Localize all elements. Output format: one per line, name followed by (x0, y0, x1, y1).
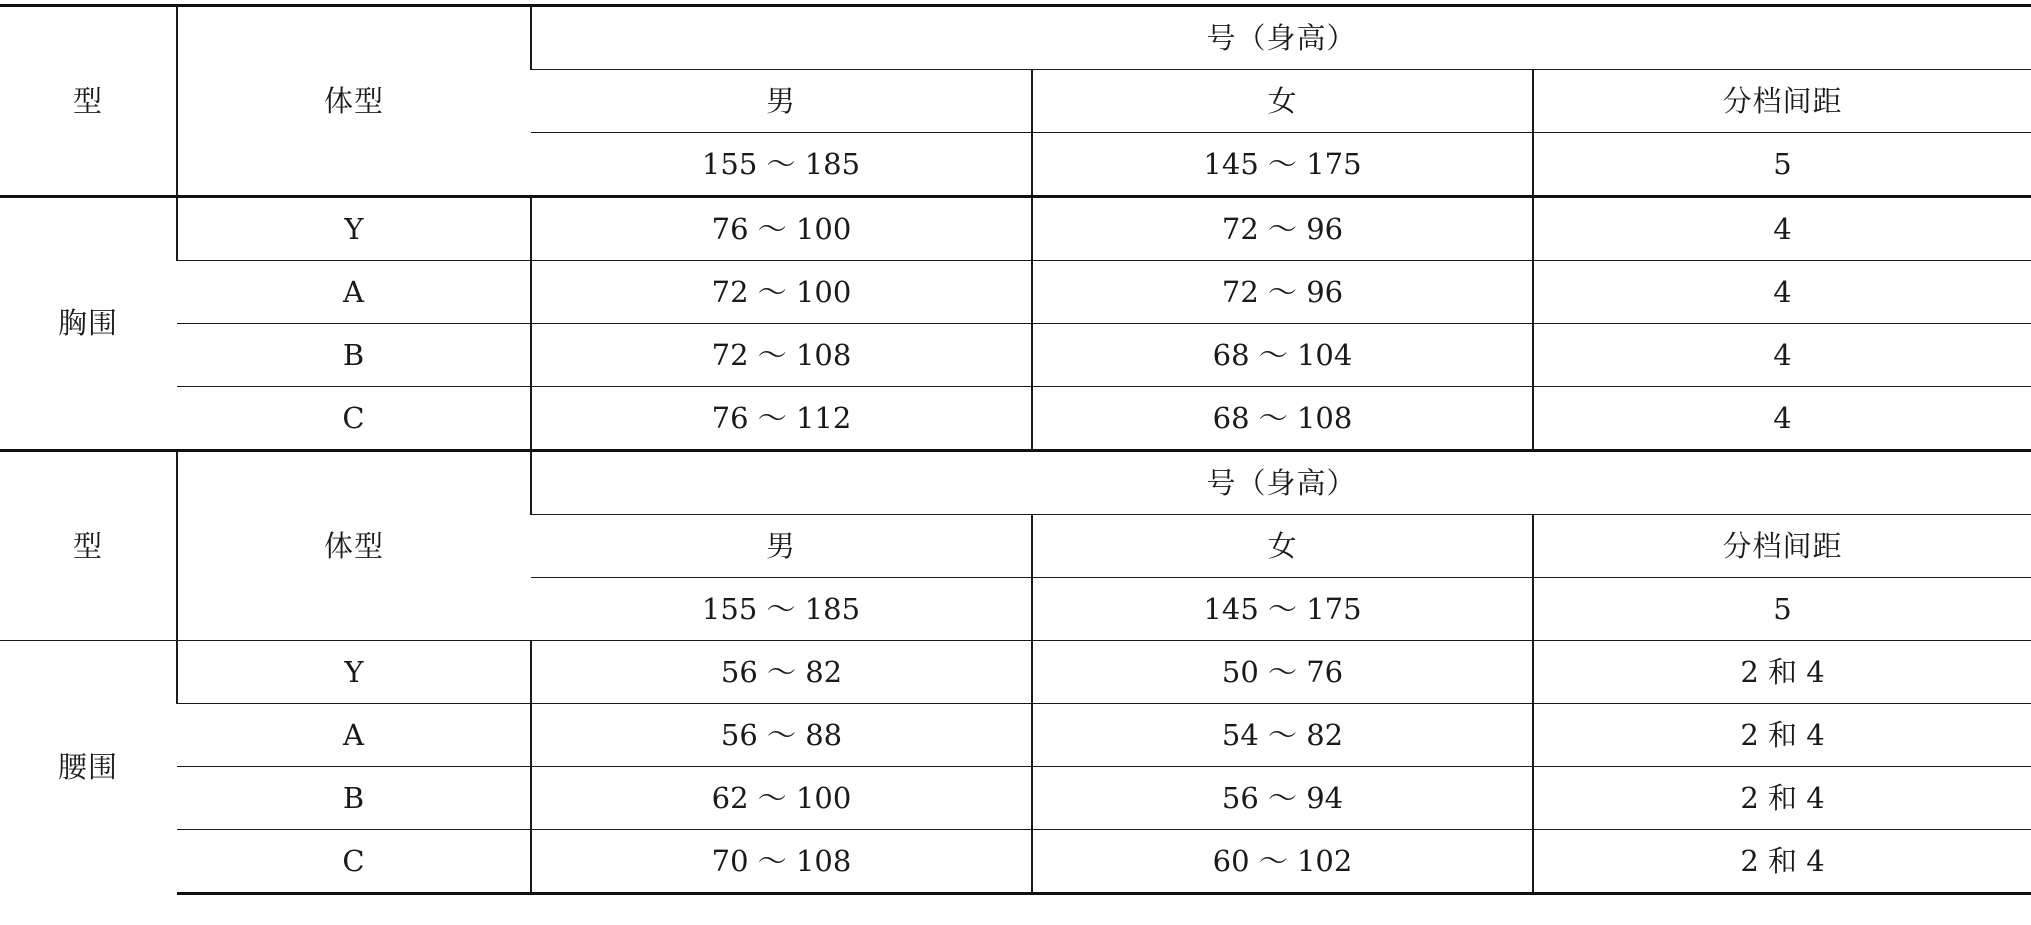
height-female-cell: 145 ～ 175 (1032, 578, 1533, 641)
step-cell: 2 和 4 (1533, 830, 2031, 894)
type-header-cell: 型 (0, 451, 177, 641)
body-type-cell: B (177, 324, 531, 387)
male-range-cell: 56 ～ 82 (531, 641, 1032, 704)
step-header-cell: 分档间距 (1533, 70, 2031, 133)
step-cell: 4 (1533, 261, 2031, 324)
height-female-cell: 145 ～ 175 (1032, 133, 1533, 197)
height-male-cell: 155 ～ 185 (531, 133, 1032, 197)
male-range-cell: 76 ～ 100 (531, 197, 1032, 261)
body-type-cell: Y (177, 641, 531, 704)
step-cell: 4 (1533, 197, 2031, 261)
male-header-cell: 男 (531, 70, 1032, 133)
step-cell: 4 (1533, 324, 2031, 387)
female-range-cell: 50 ～ 76 (1032, 641, 1533, 704)
table-header-row (0, 6, 2031, 70)
female-range-cell: 54 ～ 82 (1032, 704, 1533, 767)
female-range-cell: 72 ～ 96 (1032, 261, 1533, 324)
size-range-table (0, 4, 2031, 895)
female-header-cell: 女 (1032, 70, 1533, 133)
height-header-cell: 号（身高） (531, 6, 2031, 70)
height-male-cell: 155 ～ 185 (531, 578, 1032, 641)
step-cell: 2 和 4 (1533, 767, 2031, 830)
body-type-cell: B (177, 767, 531, 830)
female-range-cell: 68 ～ 108 (1032, 387, 1533, 451)
male-range-cell: 62 ～ 100 (531, 767, 1032, 830)
step-cell: 4 (1533, 387, 2031, 451)
table-row (0, 387, 2031, 451)
table-row (0, 324, 2031, 387)
male-range-cell: 70 ～ 108 (531, 830, 1032, 894)
male-range-cell: 56 ～ 88 (531, 704, 1032, 767)
female-range-cell: 60 ～ 102 (1032, 830, 1533, 894)
body-type-cell: A (177, 704, 531, 767)
female-range-cell: 72 ～ 96 (1032, 197, 1533, 261)
male-range-cell: 72 ～ 108 (531, 324, 1032, 387)
step-cell: 2 和 4 (1533, 641, 2031, 704)
male-range-cell: 72 ～ 100 (531, 261, 1032, 324)
female-header-cell: 女 (1032, 515, 1533, 578)
body-type-cell: C (177, 830, 531, 894)
table-row (0, 767, 2031, 830)
body-type-cell: C (177, 387, 531, 451)
step-cell: 2 和 4 (1533, 704, 2031, 767)
body-type-cell: Y (177, 197, 531, 261)
table-row (0, 704, 2031, 767)
table-header-row (0, 451, 2031, 515)
female-range-cell: 68 ～ 104 (1032, 324, 1533, 387)
body-type-cell: A (177, 261, 531, 324)
table-row (0, 197, 2031, 261)
male-header-cell: 男 (531, 515, 1032, 578)
table-row (0, 830, 2031, 894)
height-step-cell: 5 (1533, 133, 2031, 197)
body-type-header-cell: 体型 (177, 6, 531, 197)
type-header-cell: 型 (0, 6, 177, 197)
female-range-cell: 56 ～ 94 (1032, 767, 1533, 830)
measure-label-cell: 胸围 (0, 197, 177, 451)
male-range-cell: 76 ～ 112 (531, 387, 1032, 451)
table-row (0, 261, 2031, 324)
table-row (0, 641, 2031, 704)
step-header-cell: 分档间距 (1533, 515, 2031, 578)
height-step-cell: 5 (1533, 578, 2031, 641)
measure-label-cell: 腰围 (0, 641, 177, 894)
height-header-cell: 号（身高） (531, 451, 2031, 515)
body-type-header-cell: 体型 (177, 451, 531, 641)
